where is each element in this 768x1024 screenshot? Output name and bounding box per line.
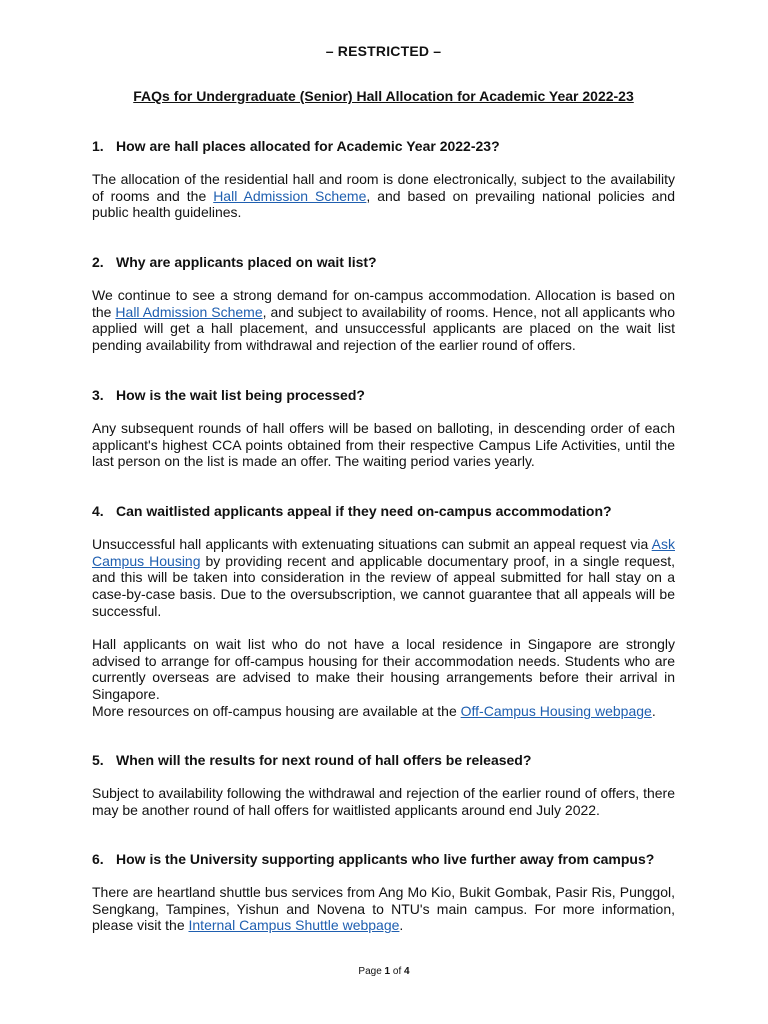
answer-text: by providing recent and applicable documentary proof, in a single request, and this will be taken into consideration in the review of appeal submitted for hall stay on a case-by-case basis. Due to the oversubscription, we cannot guarantee that all appeals will be successful.: [92, 552, 675, 619]
answer-text: Unsuccessful hall applicants with extenuating situations can submit an appeal request via: [92, 536, 652, 552]
faq-number: 6.: [92, 851, 104, 867]
of-word: of: [392, 966, 402, 977]
faq-question-4: [92, 503, 675, 520]
faq-answer-5: Subject to availability following the withdrawal and rejection of the earlier round of offers, there may be another round of hall offers for waitlisted applicants around end July 2022.: [92, 785, 675, 818]
answer-text: There are heartland shuttle bus services from Ang Mo Kio, Bukit Gombak, Pasir Ris, Punggol, Sengkang, Tampines, Yishun and Novena to NTU's main campus. For more information, please visit the: [92, 884, 675, 934]
faq-question-text: Why are applicants placed on wait list?: [116, 254, 377, 270]
page-current: 1: [384, 966, 391, 977]
page-total: 4: [404, 966, 410, 977]
faq-number: 1.: [92, 138, 104, 154]
hall-admission-scheme-link[interactable]: Hall Admission Scheme: [115, 303, 263, 320]
internal-campus-shuttle-link[interactable]: Internal Campus Shuttle webpage: [188, 917, 400, 934]
faq-question-5: [92, 752, 675, 769]
faq-question-text: How is the wait list being processed?: [116, 387, 365, 403]
answer-text: .: [651, 703, 656, 719]
faq-number: 5.: [92, 752, 104, 768]
faq-question-text: When will the results for next round of hall offers be released?: [116, 752, 532, 768]
document-title: FAQs for Undergraduate (Senior) Hall Allocation for Academic Year 2022-23: [133, 88, 634, 104]
faq-answer-3: Any subsequent rounds of hall offers will be based on balloting, in descending order of each applicant's highest CCA points obtained from their respective Campus Life Activities, until the last person on the list is made an offer. The waiting period varies yearly.: [92, 420, 675, 470]
faq-question-2: [92, 254, 675, 271]
faq-question-1: [92, 138, 675, 155]
faq-question-text: How are hall places allocated for Academic Year 2022-23?: [116, 138, 500, 154]
faq-answer-4: [92, 536, 675, 620]
faq-answer-6: [92, 884, 675, 934]
faq-question-6: [92, 851, 675, 868]
answer-text: More resources on off-campus housing are available at the: [92, 703, 461, 719]
faq-answer-2: [92, 287, 675, 354]
faq-question-text: How is the University supporting applicants who live further away from campus?: [116, 851, 655, 867]
faq-question-text: Can waitlisted applicants appeal if they need on-campus accommodation?: [116, 503, 612, 519]
answer-text: We continue to see a strong demand for on-campus accommodation. Allocation is based on the: [92, 287, 675, 320]
hall-admission-scheme-link[interactable]: Hall Admission Scheme: [213, 187, 367, 204]
faq-answer-4-paragraph-3: [92, 703, 675, 720]
page-footer: [0, 966, 768, 977]
off-campus-housing-link[interactable]: Off-Campus Housing webpage: [460, 703, 652, 719]
faq-number: 2.: [92, 254, 104, 270]
answer-text: , and subject to availability of rooms. Hence, not all applicants who applied will get a hall placement, and unsuccessful applicants are placed on the wait list pending availability from withdrawal and rejection of the earlier round of offers.: [92, 303, 676, 354]
faq-number: 4.: [92, 503, 104, 519]
faq-answer-1: [92, 171, 675, 221]
answer-text: .: [399, 917, 404, 934]
page-word: Page: [358, 966, 382, 977]
ask-campus-housing-link[interactable]: Ask Campus Housing: [92, 536, 675, 569]
faq-number: 3.: [92, 387, 104, 403]
faq-answer-4-paragraph-2: Hall applicants on wait list who do not have a local residence in Singapore are strongly advised to arrange for off-campus housing for their accommodation needs. Students who are currently overseas are advised to make their housing arrangements before their arrival in Singapore.: [92, 636, 675, 703]
faq-question-3: [92, 387, 675, 404]
answer-text: , and based on prevailing national policies and public health guidelines.: [92, 187, 675, 221]
answer-text: The allocation of the residential hall and room is done electronically, subject to the availability of rooms and the: [92, 171, 675, 204]
classification-marking: – RESTRICTED –: [325, 43, 442, 59]
